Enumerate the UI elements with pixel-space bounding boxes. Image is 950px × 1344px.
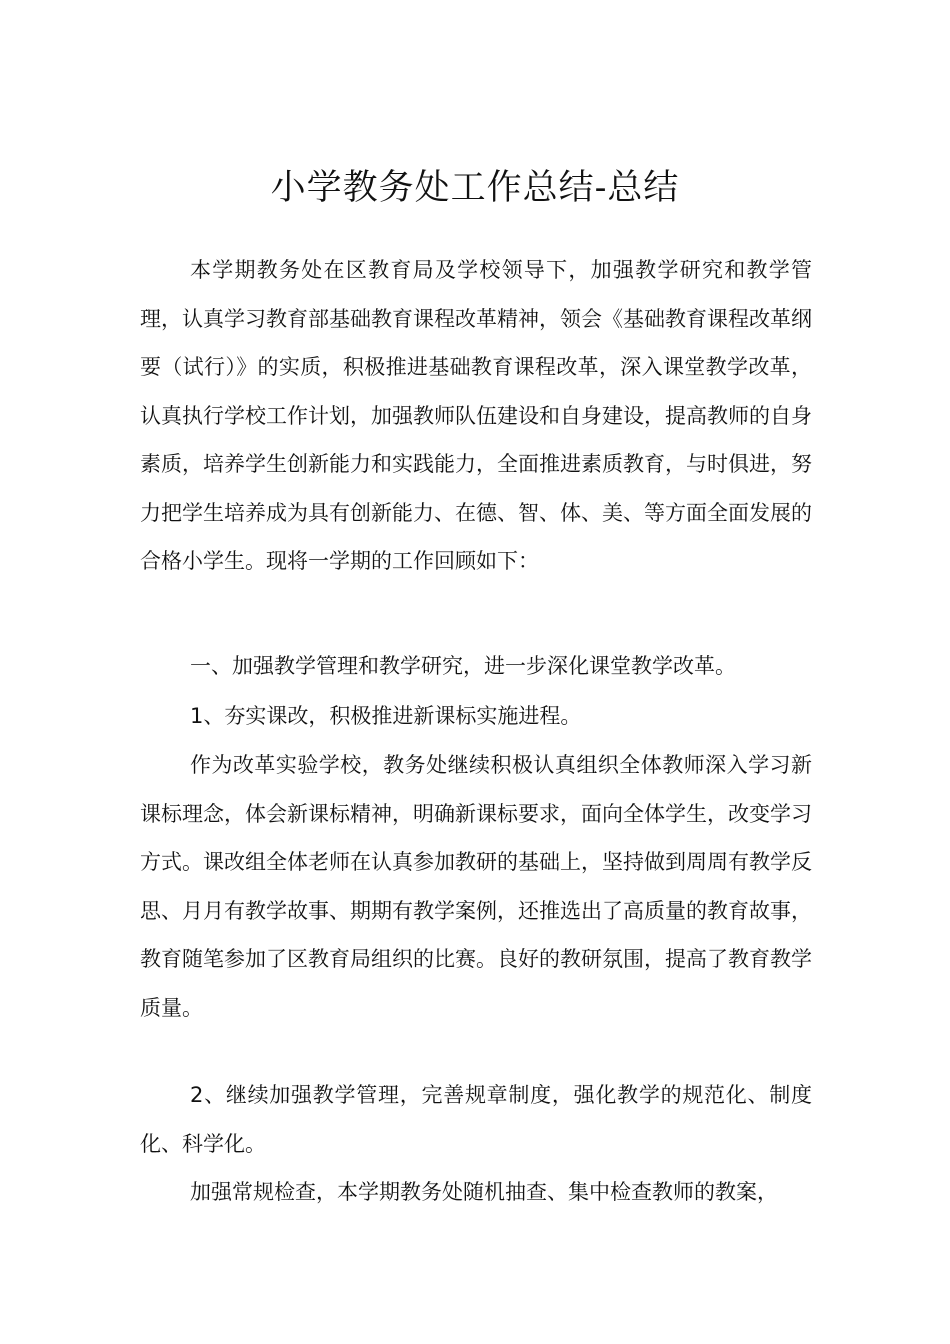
subsection-1-paragraph: 作为改革实验学校，教务处继续积极认真组织全体教师深入学习新课标理念，体会新课标精神，明确新课标要求，面向全体学生，改变学习方式。课改组全体老师在认真参加教研的基础上，坚持做到周周有教学反思、月月有教学故事、期期有教学案例，还推选出了高质量的教育故事，教育随笔参加了区教育局组织的比赛。良好的教研氛围，提高了教育教学质量。 bbox=[140, 753, 812, 1020]
subsection-2-paragraph: 加强常规检查，本学期教务处随机抽查、集中检查教师的教案， bbox=[190, 1180, 778, 1204]
document-title: 小学教务处工作总结-总结 bbox=[270, 168, 680, 208]
section-heading-1: 一、加强教学管理和教学研究，进一步深化课堂教学改革。 bbox=[190, 654, 736, 678]
intro-paragraph: 本学期教务处在区教育局及学校领导下，加强教学研究和教学管理，认真学习教育部基础教育课程改革精神，领会《基础教育课程改革纲要（试行）》的实质，积极推进基础教育课程改革，深入课堂教学改革，认真执行学校工作计划，加强教师队伍建设和自身建设，提高教师的自身素质，培养学生创新能力和实践能力，全面推进素质教育，与时俱进，努力把学生培养成为具有创新能力、在德、智、体、美、等方面全面发展的合格小学生。现将一学期的工作回顾如下： bbox=[140, 258, 812, 573]
subsection-heading-1: 1、夯实课改，积极推进新课标实施进程。 bbox=[190, 704, 582, 728]
subsection-heading-2: 2、继续加强教学管理，完善规章制度，强化教学的规范化、制度化、科学化。 bbox=[140, 1083, 812, 1156]
